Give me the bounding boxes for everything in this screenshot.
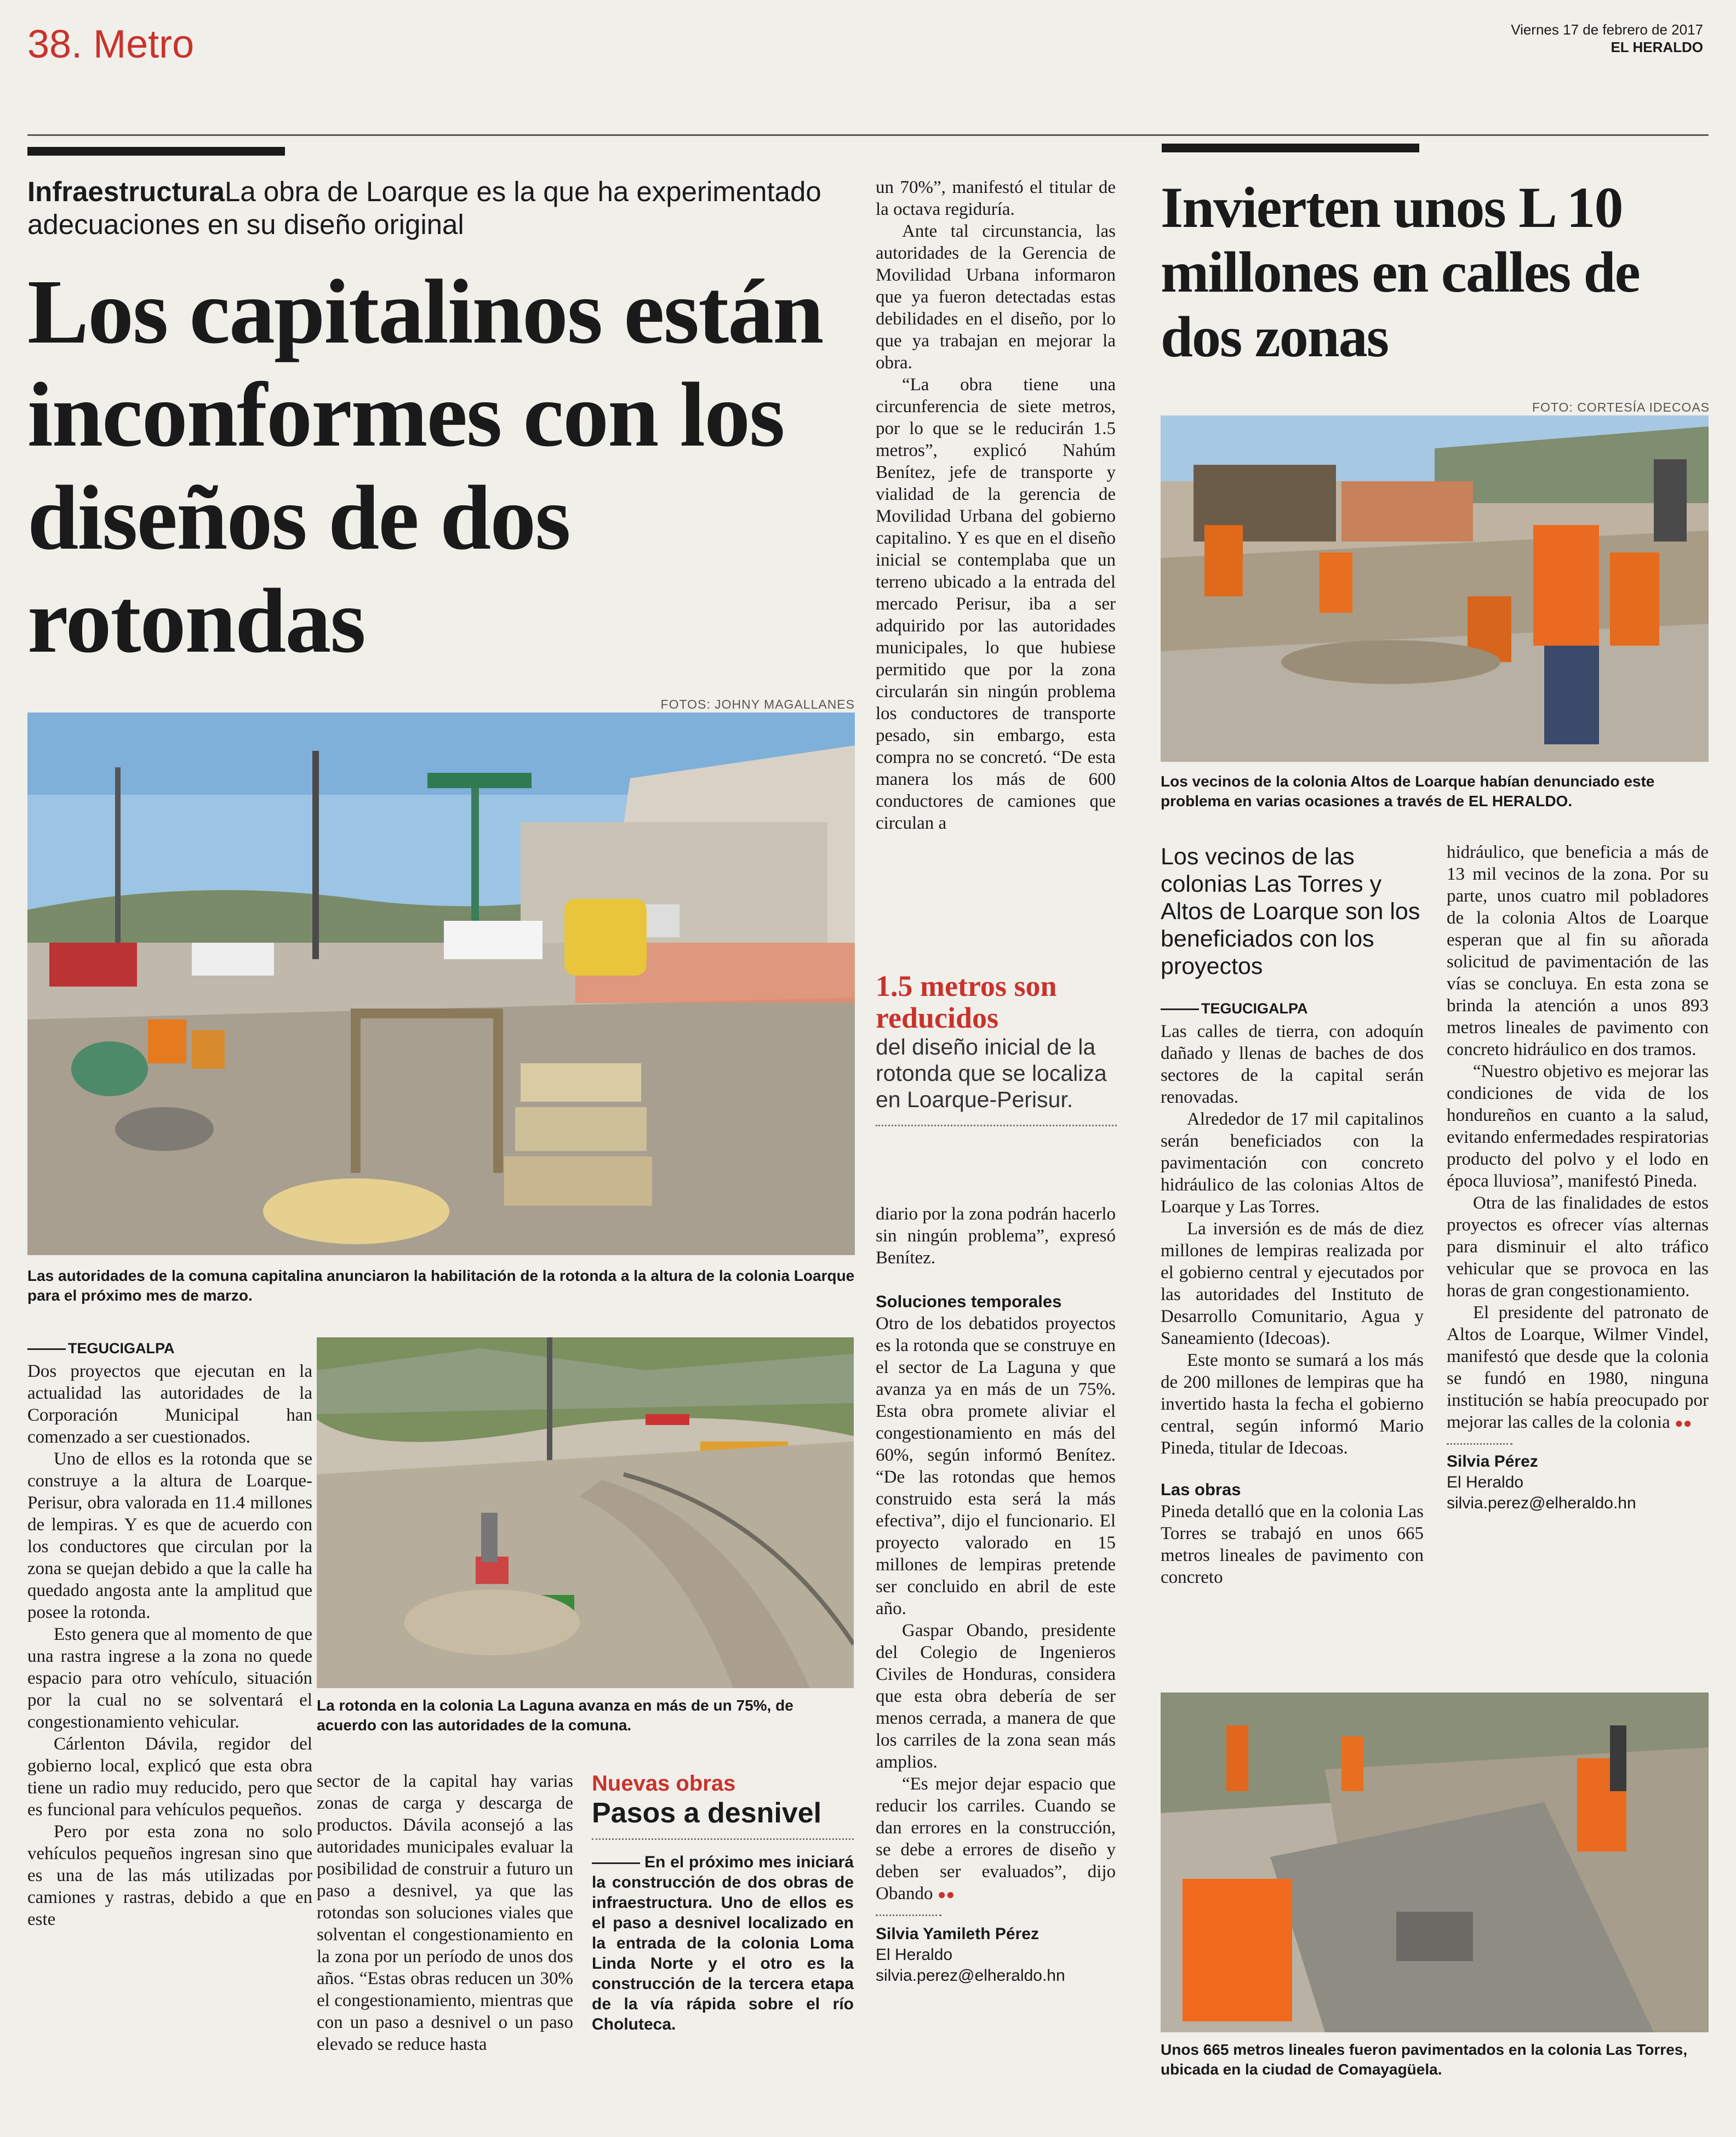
left-col-2 [317,1770,573,2055]
la-laguna-photo [317,1337,854,1688]
left-photo-credit: FOTOS: JOHNY MAGALLANES [660,697,855,711]
byline-divider [1447,1443,1512,1445]
sidebar-divider [592,1838,854,1840]
newspaper-name: EL HERALDO [1611,39,1703,55]
right-paragraph: Alrededor de 17 mil capitalinos serán beneficiados con la pavimentación con concreto hidráulico de las colonias Altos de Loarque y Las Torres. [1161,1109,1424,1217]
right-kicker-bar [1162,144,1419,152]
altos-loarque-photo [1161,415,1709,762]
kicker-label: Infraestructura [27,176,225,207]
pull-quote-divider [876,1125,1117,1126]
kicker-bar [27,147,285,156]
sidebar-box [592,1770,854,2035]
las-torres-photo-caption: Unos 665 metros lineales fueron pavimentados en la colonia Las Torres, ubicada en la ciudad de Comayagüela. [1161,2041,1688,2078]
left-col-3-bottom [876,1203,1116,1986]
left-col-1 [27,1337,312,1930]
left-paragraph: Uno de ellos es la rotonda que se construye a la altura de Loarque-Perisur, obra valorada en 11.4 millones de lempiras. Y es que de acuerdo con los conductores que circulan por la zona se quejan debido a que la calle ha quedado angosta ante la amplitud que posee la rotonda. [27,1449,312,1622]
right-dateline: TEGUCIGALPA [1161,998,1424,1019]
la-laguna-photo-caption: La rotonda en la colonia La Laguna avanza en más de un 75%, de acuerdo con las autoridades de la comuna. [317,1697,793,1734]
sidebar-text: En el próximo mes iniciará la construcción de dos obras de infraestructura. Uno de ellos es el paso a desnivel localizado en la entrada de la colonia Loma Linda Norte y el otro es la construcción de la tercera etapa de la vía rápida sobre el río Choluteca. [592,1853,854,2033]
altos-loarque-photo-caption: Los vecinos de la colonia Altos de Loarque habían denunciado este problema en varias ocasiones a través de EL HERALDO. [1161,773,1655,810]
left-paragraph: Pero por esta zona no solo vehículos pequeños ingresan sino que es una de las más utilizadas por camiones y rastras, debido a que en este [27,1822,312,1929]
left-author: Silvia Yamileth Pérez [876,1925,1039,1943]
right-author-email: silvia.perez@elheraldo.hn [1447,1494,1636,1512]
dateline [1511,21,1703,56]
roundabout-photo-caption: Las autoridades de la comuna capitalina anunciaron la habilitación de la rotonda a la altura de la colonia Loarque para el próximo mes de marzo. [27,1267,855,1304]
right-paragraph: La inversión es de más de diez millones de lempiras realizada por el gobierno central y ejecutados por las autoridades del Instituto de Desarrollo Comunitario, Agua y Saneamiento (Idecoas). [1161,1219,1424,1348]
sidebar-title: Pasos a desnivel [592,1797,822,1829]
roundabout-photo-image [27,713,855,1255]
section-label: 38. Metro [27,22,195,66]
las-torres-photo-image [1161,1692,1709,2032]
left-col-3 [876,176,1116,834]
right-byline [1447,1451,1709,1514]
left-paragraph: “Es mejor dejar espacio que reducir los carriles. Cuando se dan errores en la construcción, se debe a errores de diseño y deben ser evaluados”, dijo Obando ●● [876,1774,1116,1904]
sidebar-kicker: Nuevas obras [592,1771,736,1796]
left-paragraph: Otro de los debatidos proyectos es la rotonda que se construye en el sector de La Laguna y que avanza ya en más de un 75%. Esta obra promete aliviar el congestionamiento en más del 60%, según informó Benítez. “De las rotondas que hemos construido esta será la más efectiva”, dijo el funcionario. El proyecto valorado en 15 millones de lempiras pretende ser concluido en abril de este año. [876,1314,1116,1619]
right-deck: Los vecinos de las colonias Las Torres y Altos de Loarque son los beneficiados con los proyectos [1161,844,1420,979]
altos-loarque-photo-image [1161,415,1709,762]
right-headline: Invierten unos L 10 millones en calles de dos zonas [1161,175,1640,369]
right-paragraph: El presidente del patronato de Altos de Loarque, Wilmer Vindel, manifestó que desde que la colonia se fundó en 1980, ninguna institución se había preocupado por mejorar las calles de la colonia ●● [1447,1303,1709,1432]
right-col-1 [1161,998,1424,1588]
byline-divider [876,1914,941,1916]
left-paragraph: sector de la capital hay varias zonas de carga y descarga de productos. Dávila aconsejó a las autoridades municipales evaluar la posibilidad de construir a futuro un paso a desnivel, ya que las rotondas son soluciones viales que solventan el congestionamiento en la zona por un período de unos dos años. “Estas obras reducen un 30% el congestionamiento, mientras que con un paso a desnivel o un paso elevado se reduce hasta [317,1771,573,2054]
right-author-org: El Heraldo [1447,1473,1524,1491]
publication-date: Viernes 17 de febrero de 2017 [1511,21,1703,38]
right-col-2 [1447,841,1709,1514]
pull-quote-title: 1.5 metros son reducidos [876,970,1057,1034]
left-paragraph: “La obra tiene una circunferencia de siete metros, por lo que se le reducirán 1.5 metros”, explicó Nahúm Benítez, jefe de transporte y vialidad de la gerencia de Movilidad Urbana del gobierno capitalino. Y es que en el diseño inicial se contemplaba que un terreno ubicado a la entrada del mercado Perisur, iba a ser adquirido por las autoridades municipales, lo que hubiese permitido que por la zona circularán sin ningún problema los conductores de transporte pesado, sin embargo, esta compra no se concretó. “De esta manera los más de 600 conductores de camiones que circulan a [876,375,1116,833]
header-rule [27,134,1709,136]
right-author: Silvia Pérez [1447,1452,1538,1471]
right-paragraph: Otra de las finalidades de estos proyectos es ofrecer vías alternas para disminuir el alto tráfico vehicular que se provoca en las horas de gran congestionamiento. [1447,1193,1709,1301]
la-laguna-photo-image [317,1337,854,1688]
right-photo-credit: FOTO: CORTESÍA IDECOAS [1532,400,1710,414]
kicker-text: La obra de Loarque es la que ha experimentado adecuaciones en su diseño original [27,176,821,240]
left-paragraph: Gaspar Obando, presidente del Colegio de Ingenieros Civiles de Honduras, considera que esta obra debería de ser menos cerrada, a manera de que los carriles de la zona sean más amplios. [876,1621,1116,1772]
right-paragraph: “Nuestro objetivo es mejorar las condiciones de vida de los hondureños en cuanto a la salud, evitando enfermedades respiratorias producto del polvo y el lodo en época lluviosa”, manifestó Pineda. [1447,1062,1709,1191]
left-paragraph: diario por la zona podrán hacerlo sin ningún problema”, expresó Benítez. [876,1204,1116,1268]
left-paragraph: un 70%”, manifestó el titular de la octava regiduría. [876,178,1116,219]
end-mark: ●● [937,1887,955,1902]
left-dateline: TEGUCIGALPA [27,1337,312,1359]
pull-quote-text: del diseño inicial de la rotonda que se localiza en Loarque-Perisur. [876,1034,1107,1112]
left-paragraph: Dos proyectos que ejecutan en la actualidad las autoridades de la Corporación Municipal han comenzado a ser cuestionados. [27,1361,312,1447]
roundabout-photo [27,713,855,1255]
pull-quote [876,970,1117,1126]
right-paragraph: Las calles de tierra, con adoquín dañado y llenas de baches de dos sectores de la capital serán renovadas. [1161,1022,1424,1107]
left-kicker [27,175,866,241]
end-mark: ●● [1674,1415,1692,1431]
left-byline [876,1924,1116,1986]
left-author-org: El Heraldo [876,1946,953,1964]
right-paragraph: hidráulico, que beneficia a más de 13 mil vecinos de la zona. Por su parte, unos cuatro mil pobladores de la colonia Altos de Loarque esperan que al fin su añorada solicitud de pavimentación de las vías se concluya. En esta zona se brinda la atención a unos 893 metros lineales de pavimento con concreto hidráulico en dos tramos. [1447,842,1709,1059]
left-subhead: Soluciones temporales [876,1292,1062,1311]
left-author-email: silvia.perez@elheraldo.hn [876,1967,1065,1985]
right-paragraph: Este monto se sumará a los más de 200 millones de lempiras que ha invertido hasta la fecha el gobierno central, según informó Mario Pineda, titular de Idecoas. [1161,1350,1424,1458]
right-paragraph: Pineda detalló que en la colonia Las Torres se trabajó en unos 665 metros lineales de pavimento con concreto [1161,1502,1424,1587]
left-paragraph: Cárlenton Dávila, regidor del gobierno local, explicó que esta obra tiene un radio muy reducido, pero que es funcional para vehículos pequeños. [27,1734,312,1820]
left-paragraph: Esto genera que al momento de que una rastra ingrese a la zona no quede espacio para otro vehículo, situación por la cual no se solventará el congestionamiento vehicular. [27,1625,312,1732]
left-paragraph: Ante tal circunstancia, las autoridades de la Gerencia de Movilidad Urbana informaron que ya fueron detectadas estas debilidades en el diseño, por lo que ya trabajan en mejorar la obra. [876,221,1116,373]
las-torres-photo [1161,1692,1709,2032]
left-headline: Los capitalinos están inconformes con los diseños de dos rotondas [27,261,823,672]
right-subhead: Las obras [1161,1480,1241,1499]
